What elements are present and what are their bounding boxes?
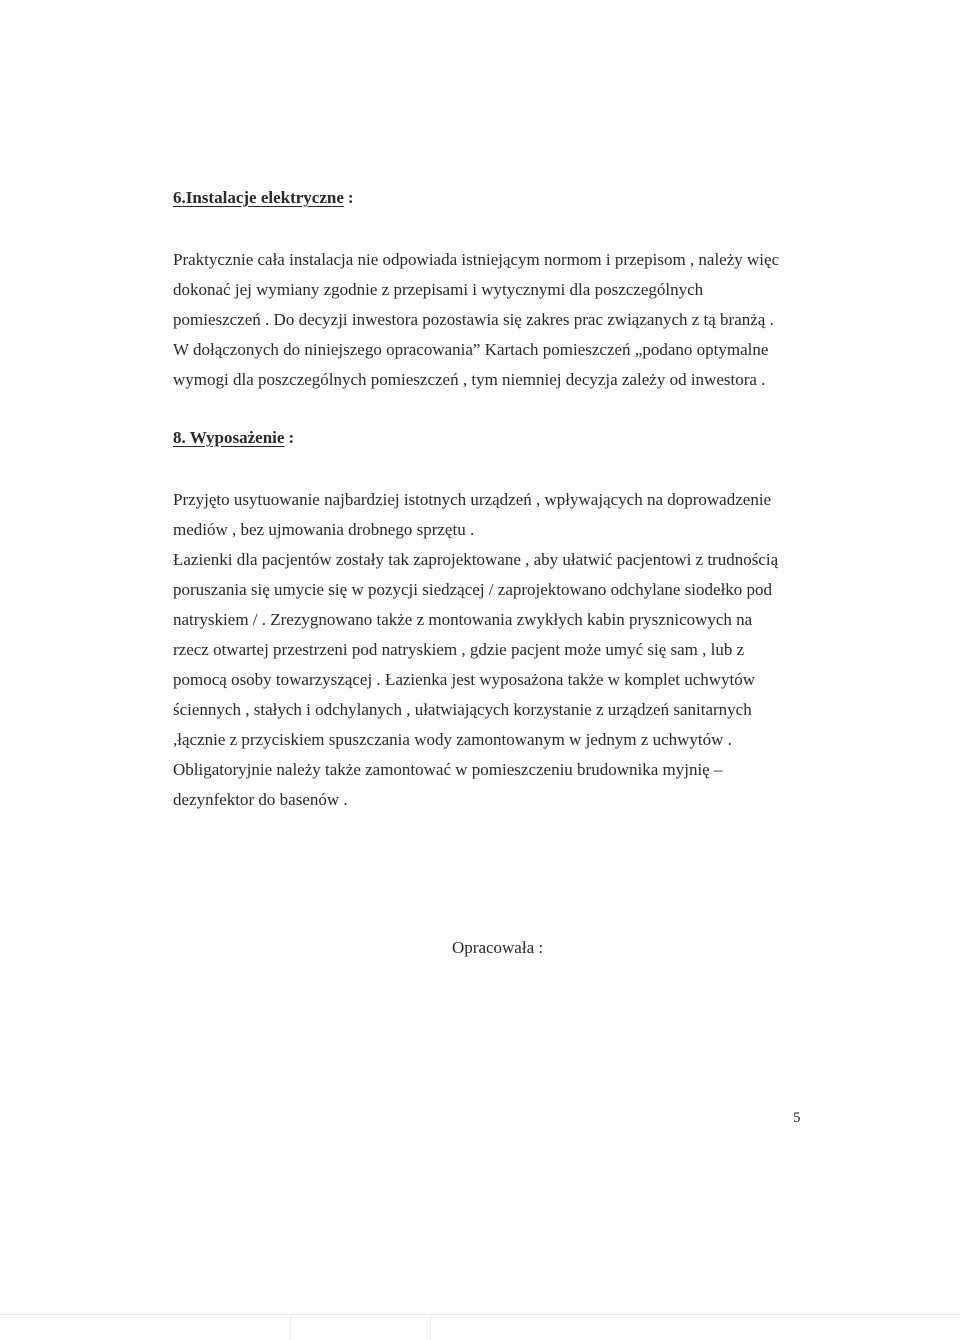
- section-8-paragraph: [173, 485, 778, 815]
- paragraph-line: ,łącznie z przyciskiem spuszczania wody zamontowanym w jednym z uchwytów .: [173, 730, 732, 749]
- section-8-heading: [173, 428, 294, 448]
- section-6-title: 6.Instalacje elektryczne: [173, 188, 344, 207]
- section-6-colon: :: [347, 188, 354, 207]
- scan-edge-line: [0, 1314, 960, 1315]
- paragraph-line: Przyjęto usytuowanie najbardziej istotnych urządzeń , wpływających na doprowadzenie: [173, 490, 772, 509]
- paragraph-line: W dołączonych do niniejszego opracowania” Kartach pomieszczeń „podano optymalne: [173, 340, 769, 359]
- paragraph-line: dezynfektor do basenów .: [173, 790, 348, 809]
- paragraph-line: rzecz otwartej przestrzeni pod natryskiem , gdzie pacjent może umyć się sam , lub z: [173, 640, 745, 659]
- signature-label: Opracowała :: [452, 938, 544, 957]
- paragraph-line: ściennych , stałych i odchylanych , ułatwiających korzystanie z urządzeń sanitarnych: [173, 700, 752, 719]
- paragraph-line: mediów , bez ujmowania drobnego sprzętu .: [173, 520, 475, 539]
- paragraph-line: Łazienki dla pacjentów zostały tak zaprojektowane , aby ułatwić pacjentowi z trudnością: [173, 550, 779, 569]
- paragraph-line: pomocą osoby towarzyszącej . Łazienka jest wyposażona także w komplet uchwytów: [173, 670, 756, 689]
- scan-tick-mark: [290, 1314, 291, 1340]
- paragraph-line: Praktycznie cała instalacja nie odpowiada istniejącym normom i przepisom , należy więc: [173, 250, 780, 269]
- paragraph-line: wymogi dla poszczególnych pomieszczeń , tym niemniej decyzja zależy od inwestora .: [173, 370, 766, 389]
- section-6-paragraph: [173, 245, 779, 395]
- paragraph-line: Obligatoryjnie należy także zamontować w pomieszczeniu brudownika myjnię –: [173, 760, 723, 779]
- section-8-title: 8. Wyposażenie: [173, 428, 285, 447]
- section-6-heading: [173, 188, 354, 208]
- paragraph-line: poruszania się umycie się w pozycji siedzącej / zaprojektowano odchylane siodełko pod: [173, 580, 773, 599]
- paragraph-line: pomieszczeń . Do decyzji inwestora pozostawia się zakres prac związanych z tą branżą .: [173, 310, 774, 329]
- paragraph-line: natryskiem / . Zrezygnowano także z montowania zwykłych kabin prysznicowych na: [173, 610, 753, 629]
- page-number: 5: [793, 1110, 801, 1126]
- section-8-colon: :: [288, 428, 295, 447]
- paragraph-line: dokonać jej wymiany zgodnie z przepisami i wytycznymi dla poszczególnych: [173, 280, 704, 299]
- scan-tick-mark: [430, 1314, 431, 1340]
